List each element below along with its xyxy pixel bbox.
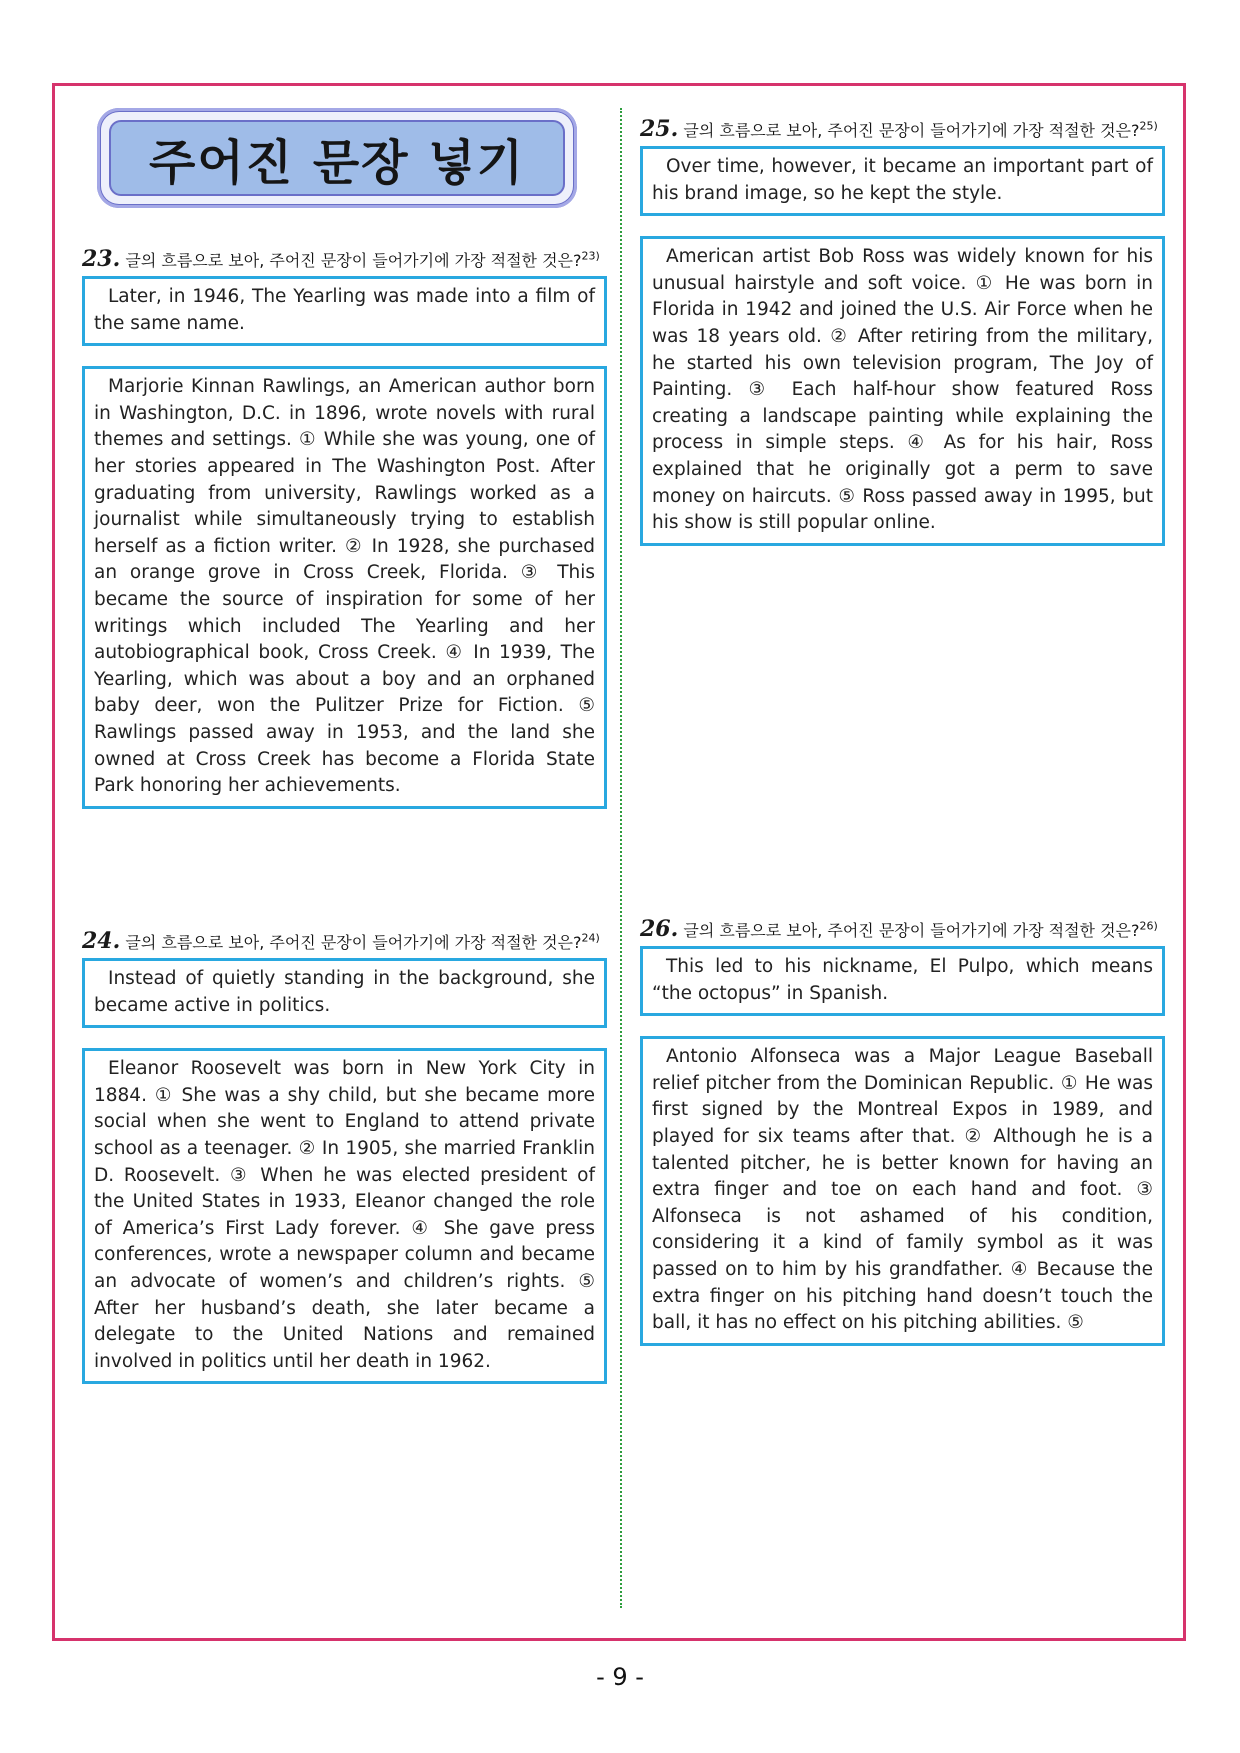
- question-header: [640, 116, 1165, 142]
- question-25: [640, 116, 1165, 546]
- question-24: [82, 928, 607, 1384]
- given-sentence-box: Instead of quietly standing in the background, she became active in politics.: [82, 958, 607, 1028]
- question-header: [640, 916, 1165, 942]
- question-prompt: 글의 흐름으로 보아, 주어진 문장이 들어가기에 가장 적절한 것은?: [683, 121, 1140, 140]
- question-footnote-ref: 23): [581, 249, 600, 263]
- passage-box: Eleanor Roosevelt was born in New York City in 1884. ① She was a shy child, but she became more social when she went to England to attend private school as a teenager. ② In 1905, she married Franklin D. Roosevelt. ③ When he was elected president of the United States in 1933, Eleanor changed the role of America’s First Lady forever. ④ She gave press conferences, wrote a newspaper column and became an advocate of women’s and children’s rights. ⑤ After her husband’s death, she later became a delegate to the United Nations and remained involved in politics until her death in 1962.: [82, 1048, 607, 1384]
- question-footnote-ref: 25): [1139, 119, 1158, 133]
- given-sentence-box: This led to his nickname, El Pulpo, which means “the octopus” in Spanish.: [640, 946, 1165, 1016]
- question-footnote-ref: 26): [1139, 919, 1158, 933]
- question-26: [640, 916, 1165, 1346]
- question-number: 24.: [82, 928, 121, 954]
- section-title: 주어진 문장 넣기: [149, 134, 525, 191]
- section-title-badge: [97, 108, 577, 208]
- question-prompt: 글의 흐름으로 보아, 주어진 문장이 들어가기에 가장 적절한 것은?: [683, 921, 1140, 940]
- question-number: 25.: [640, 116, 679, 142]
- question-footnote-ref: 24): [581, 931, 600, 945]
- question-23: [82, 246, 607, 809]
- column-divider: [620, 108, 622, 1608]
- given-sentence-box: Later, in 1946, The Yearling was made into a film of the same name.: [82, 276, 607, 346]
- question-prompt: 글의 흐름으로 보아, 주어진 문장이 들어가기에 가장 적절한 것은?: [125, 933, 582, 952]
- question-header: [82, 928, 607, 954]
- passage-box: Marjorie Kinnan Rawlings, an American author born in Washington, D.C. in 1896, wrote novels with rural themes and settings. ① While she was young, one of her stories appeared in The Washington Post. After graduating from university, Rawlings worked as a journalist while simultaneously trying to establish herself as a fiction writer. ② In 1928, she purchased an orange grove in Cross Creek, Florida. ③ This became the source of inspiration for some of her writings which included The Yearling and her autobiographical book, Cross Creek. ④ In 1939, The Yearling, which was about a boy and an orphaned baby deer, won the Pulitzer Prize for Fiction. ⑤ Rawlings passed away in 1953, and the land she owned at Cross Creek has become a Florida State Park honoring her achievements.: [82, 366, 607, 809]
- question-number: 23.: [82, 246, 121, 272]
- page-number: - 9 -: [596, 1663, 644, 1691]
- question-header: [82, 246, 607, 272]
- question-prompt: 글의 흐름으로 보아, 주어진 문장이 들어가기에 가장 적절한 것은?: [125, 251, 582, 270]
- passage-box: American artist Bob Ross was widely known for his unusual hairstyle and soft voice. ① He was born in Florida in 1942 and joined the U.S. Air Force when he was 18 years old. ② After retiring from the military, he started his own television program, The Joy of Painting. ③ Each half-hour show featured Ross creating a landscape painting while explaining the process in simple steps. ④ As for his hair, Ross explained that he originally got a perm to save money on haircuts. ⑤ Ross passed away in 1995, but his show is still popular online.: [640, 236, 1165, 546]
- question-number: 26.: [640, 916, 679, 942]
- given-sentence-box: Over time, however, it became an important part of his brand image, so he kept the style.: [640, 146, 1165, 216]
- passage-box: Antonio Alfonseca was a Major League Baseball relief pitcher from the Dominican Republic. ① He was first signed by the Montreal Expos in 1989, and played for six teams after that. ② Although he is a talented pitcher, he is better known for having an extra finger and toe on each hand and foot. ③ Alfonseca is not ashamed of his condition, considering it a kind of family symbol as it was passed on to him by his grandfather. ④ Because the extra finger on his pitching hand doesn’t touch the ball, it has no effect on his pitching abilities. ⑤: [640, 1036, 1165, 1346]
